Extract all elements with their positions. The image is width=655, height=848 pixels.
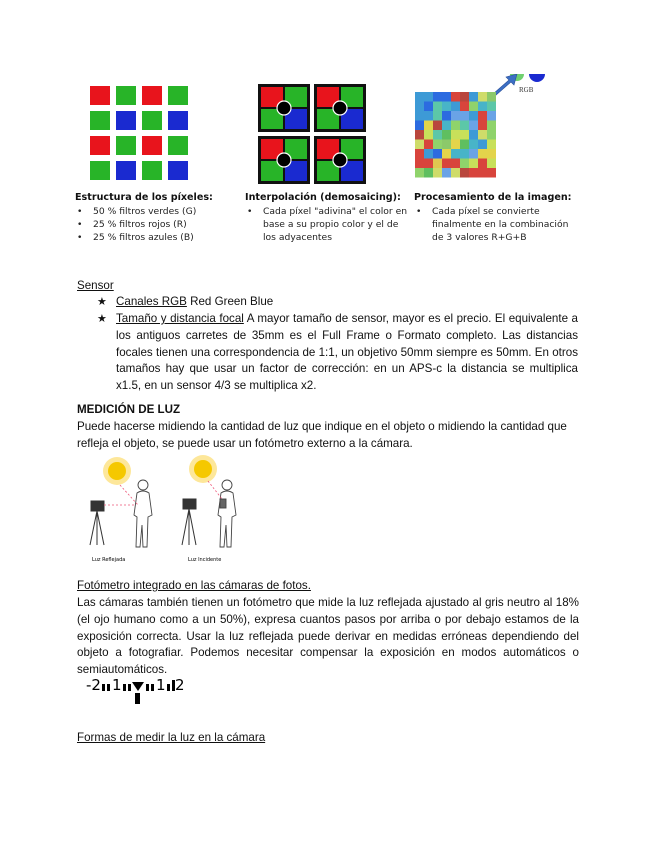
scale-tick-icon	[107, 684, 110, 691]
mosaic-tile	[451, 121, 460, 131]
mosaic-tile	[460, 130, 469, 140]
mosaic-tile	[415, 92, 424, 102]
mosaic-tile	[460, 102, 469, 112]
rgb-label: RGB	[519, 86, 534, 94]
bayer-pixel	[90, 111, 110, 130]
sensor-size-link: Tamaño y distancia focal	[116, 312, 244, 325]
person-outline-icon	[134, 480, 152, 547]
bayer-pixel	[142, 161, 162, 180]
light-paragraph: Puede hacerse midiendo la cantidad de luz que indique en el objeto o midiendo la cantidad que refleja el objeto, se puede usar un fotómetro externo a la cámara.	[77, 420, 567, 450]
mosaic-tile	[442, 149, 451, 159]
camera-tripod-icon	[90, 501, 104, 545]
processing-caption	[414, 192, 574, 245]
mosaic-tile	[487, 121, 496, 131]
mosaic-tile	[469, 121, 478, 131]
sun-core-icon	[108, 462, 126, 480]
mosaic-tile	[415, 140, 424, 150]
mosaic-tile	[478, 92, 487, 102]
bayer-pixel	[90, 86, 110, 105]
mosaic-tile	[460, 149, 469, 159]
reflected-light-label: Luz Reflejada	[92, 557, 126, 563]
scale-tick-icon	[102, 684, 105, 691]
mosaic-tile	[460, 140, 469, 150]
mosaic-tile	[433, 92, 442, 102]
interpolation-figure	[258, 84, 370, 188]
star-bullet-icon: ★	[97, 313, 107, 325]
mosaic-tile	[460, 159, 469, 169]
mosaic-tile	[451, 102, 460, 112]
meter-heading: Fotómetro integrado en las cámaras de fotos.	[77, 579, 311, 592]
incident-arrow-icon	[208, 481, 222, 499]
list-item: • 25 % filtros rojos (R)	[75, 218, 235, 231]
scale-minus-one: 1	[112, 676, 122, 694]
mosaic-tile	[469, 111, 478, 121]
mosaic-tile	[415, 159, 424, 169]
scale-tick-icon	[151, 684, 154, 691]
rgb-channels-text: Red Green Blue	[186, 295, 274, 308]
mosaic-tile	[478, 140, 487, 150]
scale-minus-two: -2	[86, 676, 101, 694]
sensor-size-text: A mayor tamaño de sensor, mayor es el precio. El equivalente a los antiguos carretes de 35mm es el Full Frame o Formato completo. Las distancias focales tienen una correspondencia de 1:1, un objetivo 50mm siempre es 50mm. En otros tamaños hay que usar un factor de corrección: en un APS-c la distancia se multiplica x1.5, en un sensor 4/3 se multiplica x2.	[116, 312, 578, 393]
mosaic-tile	[487, 159, 496, 169]
meter-paragraph: Las cámaras también tienen un fotómetro que mide la luz reflejada ajustado al gris neutro al 18% (el ojo humano como a un 50%), expresa cuantos pasos por arriba o por debajo estamos de la exposición correcta. Usar la luz reflejada puede derivar en medidas erróneas dependiendo del objeto a fotografiar. Podemos necesitar compensar la exposición en modos automáticos o semiautomáticos.	[77, 596, 579, 677]
pixel-structure-figure	[90, 86, 195, 184]
mosaic-tile	[451, 111, 460, 121]
mosaic-tile	[487, 111, 496, 121]
list-item: • 25 % filtros azules (B)	[75, 231, 235, 244]
interp-center-dot	[333, 153, 347, 167]
sensor-item-rgb	[97, 294, 578, 311]
mosaic-tile	[433, 140, 442, 150]
mosaic-tile	[442, 140, 451, 150]
mosaic-tile	[442, 159, 451, 169]
mosaic-tile	[415, 149, 424, 159]
sun-core-icon	[194, 460, 212, 478]
mosaic-tile	[487, 168, 496, 178]
bayer-pixel	[168, 161, 188, 180]
mosaic-tile	[469, 168, 478, 178]
interpolation-caption	[245, 192, 410, 245]
mosaic-tile	[451, 130, 460, 140]
mosaic-tile	[451, 92, 460, 102]
interpolation-title: Interpolación (demosaicing):	[245, 192, 401, 203]
scale-tick-icon	[128, 684, 131, 691]
metering-modes-heading: Formas de medir la luz en la cámara	[77, 731, 266, 744]
scale-tick-icon	[123, 684, 126, 691]
mosaic-tile	[460, 111, 469, 121]
mosaic-tile	[415, 102, 424, 112]
list-item: • Cada píxel se convierte finalmente en la combinación de 3 valores R+G+B	[414, 205, 574, 245]
mosaic-tile	[478, 121, 487, 131]
mosaic-tile	[424, 92, 433, 102]
scale-tick-icon	[146, 684, 149, 691]
mosaic-tile	[478, 149, 487, 159]
mosaic-tile	[442, 121, 451, 131]
mosaic-tile	[469, 92, 478, 102]
mosaic-tile	[478, 130, 487, 140]
mosaic-tile	[433, 149, 442, 159]
sensor-heading: Sensor	[77, 279, 114, 292]
mosaic-tile	[424, 149, 433, 159]
pixel-structure-title: Estructura de los píxeles:	[75, 192, 213, 203]
mosaic-tile	[487, 130, 496, 140]
mosaic-tile	[460, 168, 469, 178]
mosaic-tile	[451, 140, 460, 150]
rgb-circle-blue	[529, 74, 545, 82]
mosaic-tile	[451, 168, 460, 178]
pixel-structure-caption	[75, 192, 235, 245]
mosaic-tile	[487, 149, 496, 159]
interp-center-dot	[277, 153, 291, 167]
light-heading: MEDICIÓN DE LUZ	[77, 403, 181, 416]
mosaic-tile	[442, 102, 451, 112]
mosaic-tile	[415, 121, 424, 131]
processing-title: Procesamiento de la imagen:	[414, 192, 572, 203]
rgb-channels-link: Canales RGB	[116, 295, 187, 308]
person-outline-icon	[218, 480, 236, 547]
interpolation-bullets	[245, 205, 410, 245]
mosaic-tile	[469, 140, 478, 150]
bayer-pixel	[168, 86, 188, 105]
star-bullet-icon: ★	[97, 296, 107, 308]
light-measure-figure	[80, 455, 260, 567]
mosaic-tile	[442, 168, 451, 178]
mosaic-tile	[478, 159, 487, 169]
bayer-pixel	[142, 111, 162, 130]
scale-plus-one: 1	[156, 676, 166, 694]
mosaic-tile	[442, 130, 451, 140]
mosaic-tile	[433, 102, 442, 112]
mosaic-tile	[478, 168, 487, 178]
bayer-pixel	[168, 111, 188, 130]
scale-pointer-icon	[132, 682, 144, 691]
mosaic-tile	[469, 130, 478, 140]
bayer-pixel	[168, 136, 188, 155]
mosaic-tile	[433, 159, 442, 169]
mosaic-tile	[415, 168, 424, 178]
scale-center-marker-icon	[135, 693, 140, 704]
interp-center-dot	[333, 101, 347, 115]
processing-bullets	[414, 205, 574, 245]
mosaic-tile	[442, 92, 451, 102]
pixel-structure-bullets	[75, 205, 235, 245]
processing-figure	[413, 74, 553, 184]
bayer-pixel	[142, 86, 162, 105]
mosaic-tile	[415, 130, 424, 140]
mosaic-tile	[433, 121, 442, 131]
mosaic-tile	[424, 159, 433, 169]
mosaic-tile	[469, 102, 478, 112]
mosaic-tile	[424, 102, 433, 112]
incident-light-label: Luz Incidente	[188, 557, 222, 563]
bayer-pixel	[116, 136, 136, 155]
mosaic-tile	[433, 130, 442, 140]
bayer-pixel	[116, 111, 136, 130]
mosaic-tile	[424, 121, 433, 131]
mosaic-tile	[433, 168, 442, 178]
mosaic-tile	[415, 111, 424, 121]
mosaic-tile	[451, 149, 460, 159]
mosaic-tile	[487, 92, 496, 102]
mosaic-tile	[424, 130, 433, 140]
sensor-item-size	[97, 311, 578, 395]
mosaic-tile	[460, 121, 469, 131]
mosaic-tile	[460, 92, 469, 102]
mosaic-tile	[424, 111, 433, 121]
list-item: • 50 % filtros verdes (G)	[75, 205, 235, 218]
scale-plus-two: 2	[175, 676, 185, 694]
camera-tripod-icon	[182, 499, 196, 545]
mosaic-tile	[424, 168, 433, 178]
mosaic-tile	[487, 140, 496, 150]
bayer-pixel	[116, 161, 136, 180]
scale-tick-icon	[167, 684, 170, 691]
arrow-icon	[493, 74, 517, 96]
interp-center-dot	[277, 101, 291, 115]
mosaic-tile	[433, 111, 442, 121]
bayer-pixel	[116, 86, 136, 105]
bayer-pixel	[90, 161, 110, 180]
reflection-arrow-icon	[120, 485, 138, 505]
exposure-scale	[86, 676, 196, 706]
mosaic-tile	[469, 159, 478, 169]
bayer-pixel	[90, 136, 110, 155]
mosaic-tile	[487, 102, 496, 112]
mosaic-tile	[478, 102, 487, 112]
mosaic-tile	[424, 140, 433, 150]
mosaic-tile	[451, 159, 460, 169]
bayer-pixel	[142, 136, 162, 155]
mosaic-tile	[469, 149, 478, 159]
mosaic-tile	[442, 111, 451, 121]
list-item: • Cada píxel "adivina" el color en base a su propio color y el de los adyacentes	[245, 205, 410, 245]
mosaic-tile	[478, 111, 487, 121]
